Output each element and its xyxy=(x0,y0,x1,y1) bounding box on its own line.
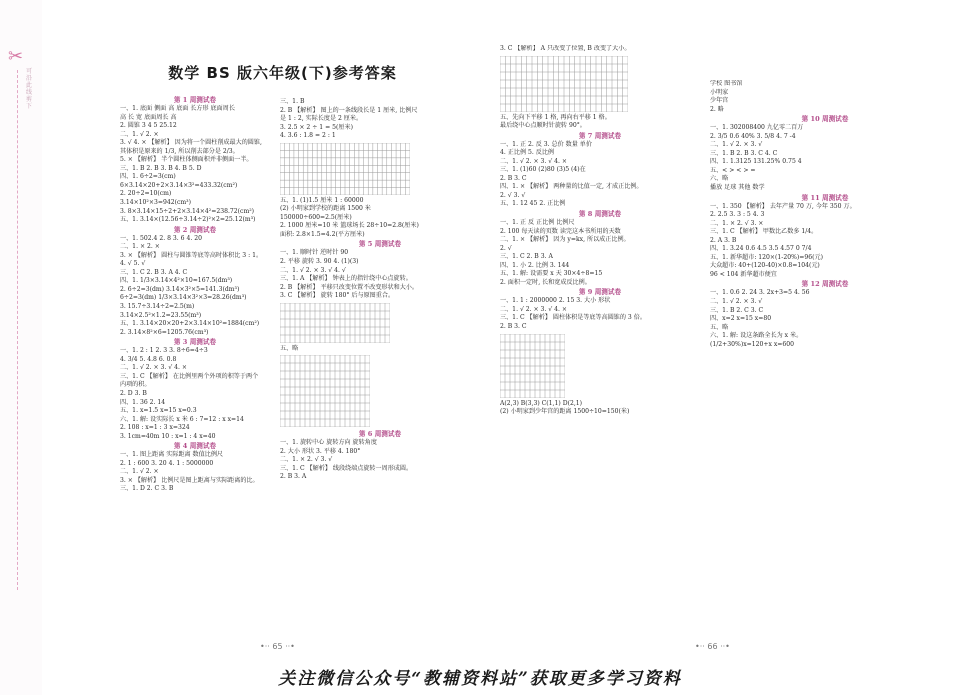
answer-line: 内项的积。 xyxy=(120,381,151,389)
answer-line: 六、略 xyxy=(710,175,729,183)
answer-line: 2. 平移 旋转 3. 90 4. (1)(3) xyxy=(280,258,359,266)
answer-line: 三、1. C 2. B 3. A xyxy=(500,253,553,261)
answer-grid-figure xyxy=(280,355,370,427)
answer-line: 2. √ xyxy=(500,244,512,252)
page-title: 数学 BS 版六年级(下)参考答案 xyxy=(168,64,397,82)
answer-line: 2. 略 xyxy=(710,105,724,113)
answer-line: 一、1. 顺时针 逆时针 90 xyxy=(280,249,349,257)
section-heading: 第 1 周测试卷 xyxy=(173,96,217,104)
answer-line: 四、x=2 x=15 x=80 xyxy=(710,315,772,323)
answer-line: 2. 大小 形状 3. 平移 4. 180° xyxy=(280,447,361,455)
answer-line: 四、1. 3.24 0.6 4.5 3.5 4.57 0 7/4 xyxy=(710,245,812,253)
answer-column-2 xyxy=(280,98,480,640)
cut-line xyxy=(17,70,18,590)
cut-margin xyxy=(0,0,42,695)
footer-banner: 关注微信公众号“教辅资料站”获取更多学习资料 xyxy=(278,669,682,689)
answer-line: 三、1. A 【解析】 钟表上的指针绕中心点旋转。 xyxy=(280,275,412,283)
page-number-left: •·· 65 ··• xyxy=(260,642,295,651)
answer-line: 高 长 宽 底面周长 高 xyxy=(120,113,177,121)
answer-line: (2) 小明家到学校的距离 1500 米 xyxy=(280,205,371,213)
answer-line: 一、1. 正 2. 反 3. 总价 数量 单价 xyxy=(500,140,592,148)
answer-line: 三、1. C 【解析】 甲数比乙数多 1/4。 xyxy=(710,228,818,236)
section-heading: 第 8 周测试卷 xyxy=(578,210,622,219)
answer-line: 五、1. (1)1.5 厘米 1 : 60000 xyxy=(280,196,364,204)
answer-line: 3. C 【解析】 A 只改变了位置, B 改变了大小。 xyxy=(500,45,631,52)
cut-note: 可沿此线剪下 xyxy=(26,68,33,110)
answer-column-4 xyxy=(710,80,940,640)
section-heading: 第 2 周测试卷 xyxy=(173,225,217,234)
answer-line: 3. 8×3.14×15÷2+2×3.14×4²=238.72(cm²) xyxy=(120,207,255,215)
answer-line: 面积: 2.8×1.5=4.2(平方厘米) xyxy=(280,230,365,238)
section-heading: 第 3 周测试卷 xyxy=(173,338,217,347)
answer-line: 3. × 【解析】 圆柱与圆锥等底等高时体积比 3 : 1。 xyxy=(120,251,263,259)
answer-line: 一、1. 正 反 正比例 比例尺 xyxy=(500,219,575,227)
answer-grid-figure xyxy=(500,56,628,112)
answer-line: 一、1. 302008400 九亿零二百万 xyxy=(710,124,804,132)
answer-line: 一、1. 0.6 2. 24 3. 2x+3=5 4. 56 xyxy=(710,289,810,297)
answer-line: 三、1. (1)60 (2)80 (3)5 (4)在 xyxy=(500,166,586,174)
answer-line: 二、1. × 2. √ 3. √ xyxy=(280,456,333,464)
answer-line: 一、1. 旋转中心 旋转方向 旋转角度 xyxy=(280,439,377,447)
answer-line: 2. B 【解析】 平移只改变位置不改变形状和大小。 xyxy=(280,283,418,291)
answer-grid-figure xyxy=(500,334,565,398)
page-number-right: •·· 66 ··• xyxy=(695,642,730,651)
answer-line: 四、1. × 【解析】 两种量的比值一定, 才成正比例。 xyxy=(500,183,643,191)
answer-column-3 xyxy=(500,45,700,640)
answer-line: 三、1. C 2. B 3. A 4. C xyxy=(120,268,188,276)
answer-line: 三、1. B 2. B 3. B 4. B 5. D xyxy=(120,164,202,172)
answer-line: 最后绕中心点顺时针旋转 90°。 xyxy=(500,122,586,130)
answer-line: 2. B 3. C xyxy=(500,174,527,182)
answer-line: 2. 108 : x=1 : 3 x=324 xyxy=(120,424,190,432)
answer-line: 六、1. 解: 设实际长 x 米 6 : 7=12 : x x=14 xyxy=(120,415,244,423)
answer-line: 其体积是原来的 1/3, 所以削去部分是 2/3。 xyxy=(120,147,239,155)
answer-column-1 xyxy=(120,95,270,640)
answer-grid-figure xyxy=(280,143,410,195)
answer-line: 二、1. × 2. × xyxy=(120,243,160,251)
answer-line: 一、1. 2 : 1 2. 3 3. 8÷6=4÷3 xyxy=(120,347,208,355)
answer-line: 一、1. 350 【解析】 去年产量 70 万, 今年 350 万。 xyxy=(710,202,856,210)
answer-line: 2. D 3. B xyxy=(120,389,147,397)
answer-line: 大众超市: 40+(120-40)×0.8=104(元) xyxy=(710,262,820,270)
answer-line: 5. × 【解析】 半个圆柱体侧面积并非侧面一半。 xyxy=(120,156,253,164)
answer-line: (2) 小明家到少年宫的距离 1500÷10=150(米) xyxy=(500,408,630,416)
answer-line: 一、1. 底面 侧面 高 底面 长方形 底面周长 xyxy=(120,105,235,112)
answer-line: 五、略 xyxy=(280,344,299,352)
answer-line: 3. C 【解析】 旋转 180° 后与原图重合。 xyxy=(280,292,395,300)
answer-line: 五、1. 12 45 2. 正比例 xyxy=(500,200,566,208)
answer-line: 2. B 3. C xyxy=(500,323,527,331)
answer-line: 四、1. 小 2. 比例 3. 144 xyxy=(500,261,570,269)
answer-line: 一、1. 502.4 2. 8 3. 6 4. 20 xyxy=(120,234,202,242)
answer-line: 4. 3/4 5. 4.8 6. 0.8 xyxy=(120,355,177,363)
answer-line: 二、1. √ 2. × 3. √ 4. × xyxy=(120,364,187,372)
answer-line: 3. √ 4. × 【解析】 因为将一个圆柱削成最大的圆锥, xyxy=(120,139,262,147)
section-heading: 第 7 周测试卷 xyxy=(578,131,622,140)
section-heading: 第 9 周测试卷 xyxy=(578,288,622,297)
answer-line: 学校 图书馆 xyxy=(710,80,743,87)
answer-line: 五、1. 解: 设需要 x 天 30×4÷8=15 xyxy=(500,270,603,278)
section-heading: 第 10 周测试卷 xyxy=(801,115,849,124)
answer-line: 3. × 【解析】 比例尺是图上距离与实际距离的比。 xyxy=(120,476,259,484)
section-heading: 第 12 周测试卷 xyxy=(801,280,849,289)
answer-line: 二、1. √ 2. × 3. √ 4. × xyxy=(500,157,567,165)
answer-line: 4. √ 5. √ xyxy=(120,260,146,268)
answer-line: A(2,3) B(3,3) C(1,1) D(2,1) xyxy=(500,399,583,407)
answer-line: 三、1. D 2. C 3. B xyxy=(120,485,174,493)
answer-line: 播放 足球 其他 数学 xyxy=(710,184,765,192)
section-heading: 第 11 周测试卷 xyxy=(801,193,849,202)
answer-line: 四、1. 6÷2=3(cm) xyxy=(120,173,176,181)
answer-line: 2. B 3. A xyxy=(280,473,307,481)
answer-line: 四、1. 1/3×3.14×4²×10≈167.5(dm³) xyxy=(120,277,233,285)
answer-line: 三、1. C 【解析】 线段绕端点旋转一周形成圆。 xyxy=(280,464,413,472)
answer-line: 四、1. 36 2. 14 xyxy=(120,398,166,406)
answer-line: 2. A 3. B xyxy=(710,236,737,244)
answer-line: 2. 3.14×8²×6=1205.76(cm³) xyxy=(120,328,209,336)
answer-line: 3. 1cm=40m 10 : x=1 : 4 x=40 xyxy=(120,432,216,440)
answer-line: 3.14×10²×3=942(cm³) xyxy=(120,199,191,207)
answer-line: 2. 6÷2=3(dm) 3.14×3²×5=141.3(dm³) xyxy=(120,285,240,293)
answer-line: 一、1. 1 : 2000000 2. 15 3. 大小 形状 xyxy=(500,297,611,305)
answer-line: 二、1. √ 2. × 3. √ xyxy=(710,141,763,149)
answer-line: 五、先向下平移 1 格, 再向右平移 1 格。 xyxy=(500,113,611,121)
answer-line: 三、1. B 2. B 3. C 4. C xyxy=(710,149,778,157)
answer-line: 少年宫 xyxy=(710,97,729,105)
answer-grid-figure xyxy=(280,303,390,343)
answer-line: 3.14×2.5²×1.2=23.55(m³) xyxy=(120,311,202,319)
answer-line: 三、1. C 【解析】 在比例里两个外项的积等于两个 xyxy=(120,372,259,380)
answer-line: 6÷2=3(dm) 1/3×3.14×3²×3=28.26(dm³) xyxy=(120,294,247,302)
answer-line: 六、1. 解: 设这条路全长为 x 米。 xyxy=(710,332,803,340)
answer-line: 二、1. √ 2. × 3. √ xyxy=(710,298,763,306)
answer-line: 2. 100 每天读的页数 读完这本书所用的天数 xyxy=(500,227,621,235)
answer-line: 2. 20÷2=10(cm) xyxy=(120,190,172,198)
answer-line: 2. 1 : 600 3. 20 4. 1 : 5000000 xyxy=(120,459,214,467)
scissors-icon: ✂ xyxy=(8,46,24,67)
section-heading: 第 6 周测试卷 xyxy=(358,430,402,439)
answer-line: 小明家 xyxy=(710,88,729,96)
answer-line: 五、1. 新华超市: 120×(1-20%)=96(元) xyxy=(710,253,823,261)
answer-line: 四、1. 1.3125 131.25% 0.75 4 xyxy=(710,158,802,166)
answer-line: 二、1. × 2. √ 3. × xyxy=(710,219,764,227)
answer-line: 三、1. B 2. C 3. C xyxy=(710,306,764,314)
answer-line: 二、1. √ 2. × xyxy=(120,468,159,476)
answer-line: 二、1. √ 2. × 3. √ 4. × xyxy=(500,305,567,313)
answer-line: 96 < 104 新华超市便宜 xyxy=(710,270,777,278)
answer-line: 3. 2.5 × 2 ÷ 1 = 5(厘米) xyxy=(280,123,353,131)
answer-line: (1/2+30%)x=120+x x=600 xyxy=(710,340,795,348)
answer-columns xyxy=(120,40,940,640)
answer-line: 五、1. 3.14×20×20+2×3.14×10²=1884(cm²) xyxy=(120,320,260,328)
answer-line: 二、1. √ 2. × xyxy=(120,130,159,138)
answer-line: 2. B 【解析】 图上的一条线段长是 1 厘米, 比例尺 xyxy=(280,106,418,114)
answer-line: 二、1. × 【解析】 因为 y=kx, 所以成正比例。 xyxy=(500,236,630,244)
answer-line: 五、1. x=1.5 x=15 x=0.3 xyxy=(120,407,197,415)
answer-line: 2. 2.5 3. 3 : 5 4. 3 xyxy=(710,211,765,219)
answer-line: 4. 正比例 5. 反比例 xyxy=(500,149,555,157)
answer-line: 2. 面积一定时, 长和宽成反比例。 xyxy=(500,278,591,286)
answer-line: 二、1. √ 2. × 3. √ 4. √ xyxy=(280,266,346,274)
answer-line: 五、1. 3.14×(12.56÷3.14÷2)²×2=25.12(m³) xyxy=(120,216,256,224)
answer-line: 三、1. B xyxy=(280,98,305,105)
answer-line: 2. 圆锥 3 4 5 25.12 xyxy=(120,122,177,130)
answer-line: 3. 15.7÷3.14÷2=2.5(m) xyxy=(120,303,195,311)
answer-line: 三、1. C 【解析】 圆柱体积是等底等高圆锥的 3 倍。 xyxy=(500,314,646,322)
answer-line: 五、略 xyxy=(710,323,729,331)
section-heading: 第 5 周测试卷 xyxy=(358,240,402,249)
answer-line: 一、1. 图上距离 实际距离 数值比例尺 xyxy=(120,451,224,459)
answer-line: 2. √ 3. √ xyxy=(500,191,526,199)
section-heading: 第 4 周测试卷 xyxy=(173,442,217,451)
answer-line: 150000÷600=2.5(厘米) xyxy=(280,213,352,221)
answer-line: 6×3.14×20+2×3.14×3²=433.32(cm²) xyxy=(120,181,238,189)
answer-line: 2. 3/5 0.6 40% 3. 5/8 4. 7 -4 xyxy=(710,132,796,140)
answer-line: 2. 1000 厘米=10 米 篮球场长 28÷10=2.8(厘米) xyxy=(280,222,419,230)
answer-line: 五、< > < > = xyxy=(710,166,756,174)
answer-line: 是 1 : 2, 实际长度是 2 厘米。 xyxy=(280,115,363,123)
answer-line: 4. 3.6 : 1.8 = 2 : 1 xyxy=(280,132,336,140)
